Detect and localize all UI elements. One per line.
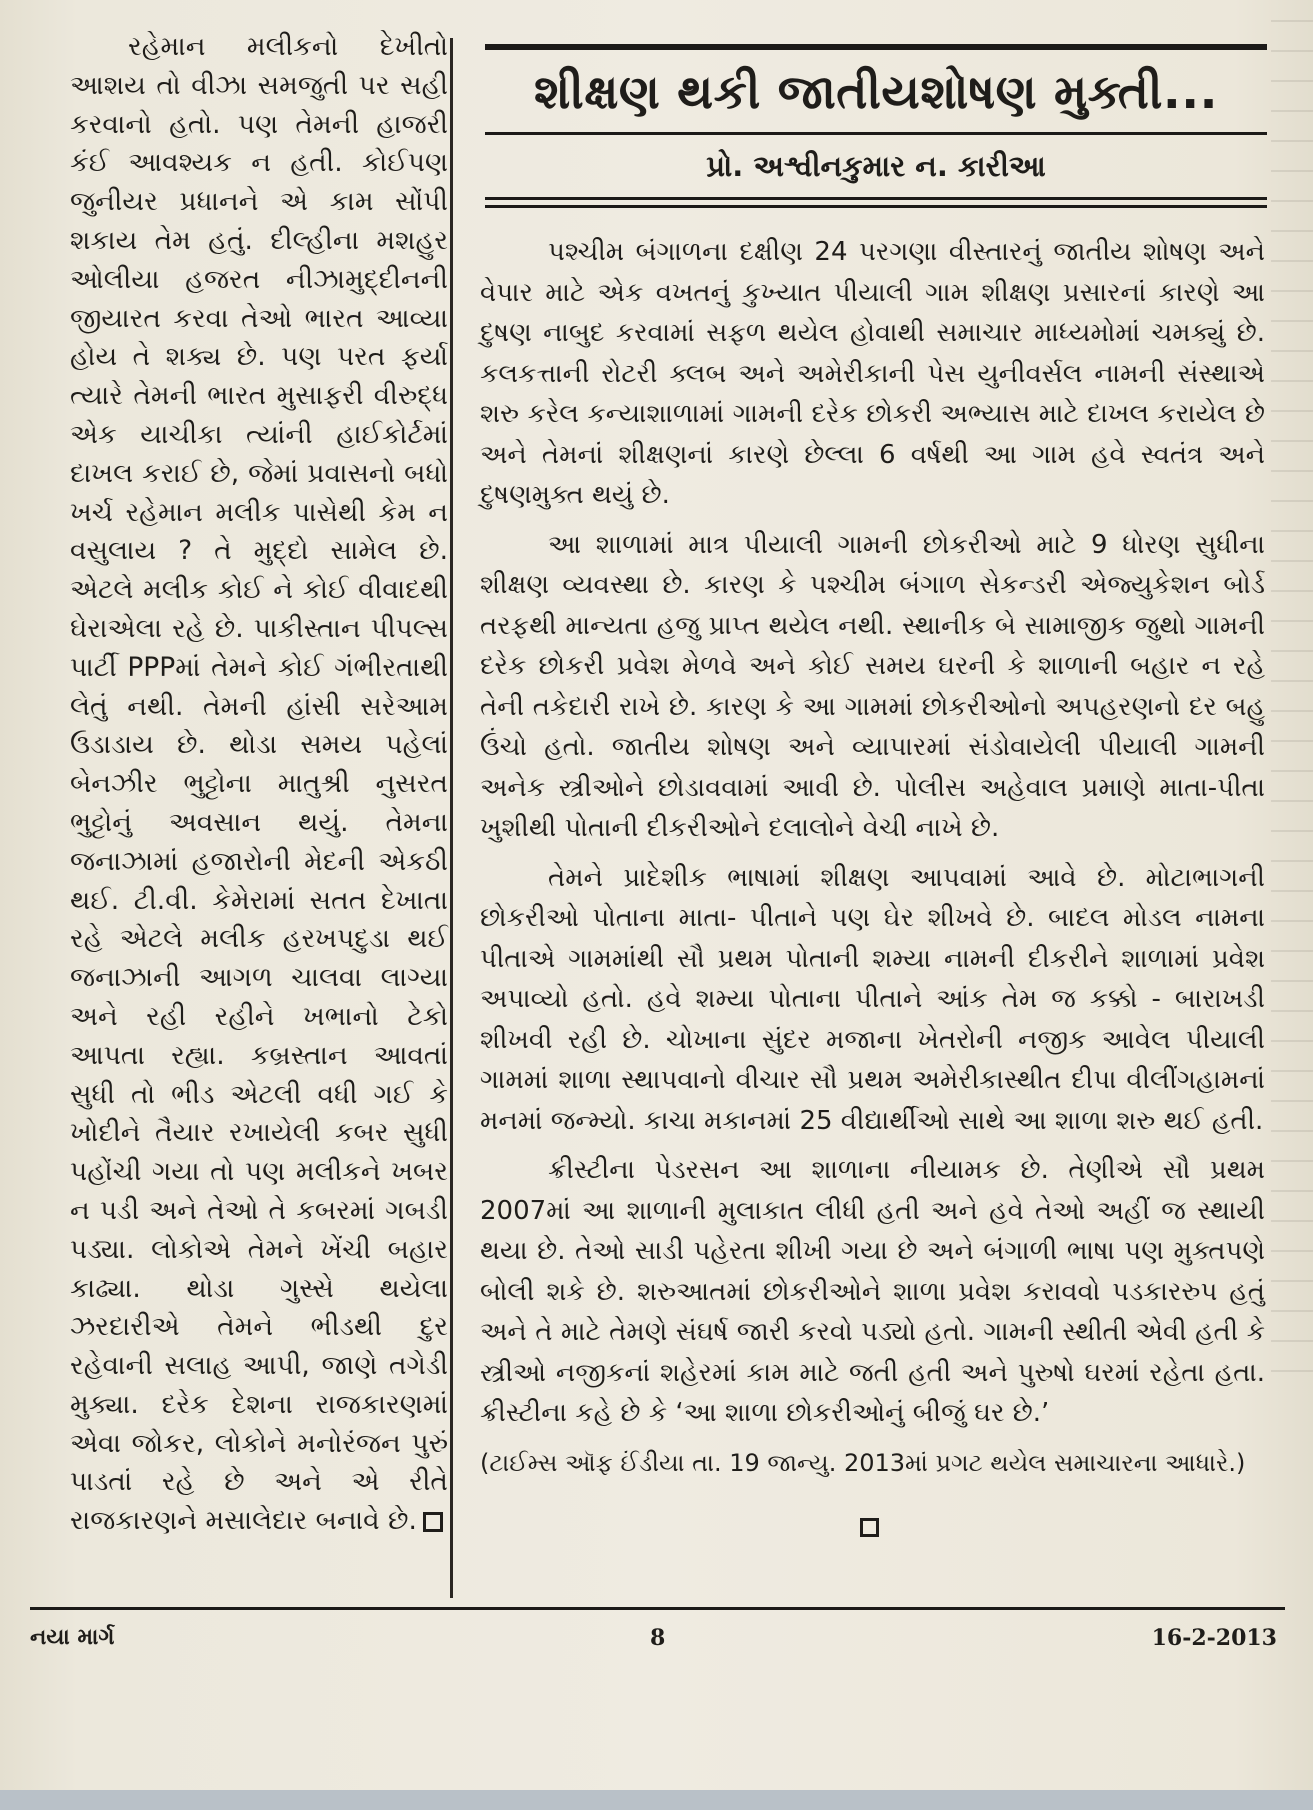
bleed-through-texture <box>1271 20 1313 1400</box>
column-divider <box>450 38 453 1598</box>
byline-rule-upper <box>485 197 1267 200</box>
left-column-text <box>70 28 448 1541</box>
publication-name: નયા માર્ગ <box>30 1625 115 1650</box>
source-note: (ટાઈમ્સ ઑફ ઈંડીયા તા. 19 જાન્યુ. 2013માં પ્રગટ થયેલ સમાચારના આધારે.) <box>480 1448 1246 1477</box>
footer-rule <box>30 1607 1285 1610</box>
end-of-article-mark <box>423 1512 443 1532</box>
author-byline: પ્રો. અશ્વીનકુમાર ન. કારીઆ <box>706 149 1046 183</box>
left-column <box>70 28 448 1541</box>
title-top-rule <box>485 44 1267 50</box>
issue-date: 16-2-2013 <box>1151 1625 1277 1651</box>
article-title: શીક્ષણ થકી જાતીયશોષણ મુક્તી... <box>534 65 1218 120</box>
title-bottom-rule <box>485 132 1267 135</box>
page-footer <box>30 1625 1285 1665</box>
article-paragraph-3: તેમને પ્રાદેશીક ભાષામાં શીક્ષણ આપવામાં આવે છે. મોટાભાગની છોકરીઓ પોતાના માતા- પીતાને પણ ઘેર શીખવે છે. બાદલ મોડલ નામના પીતાએ ગામમાંથી સૌ પ્રથમ પોતાની શમ્યા નામની દીકરીને શાળામાં પ્રવેશ અપાવ્યો હતો. હવે શમ્યા પોતાના પીતાને આંક તેમ જ કક્કો - બારાખડી શીખવી રહી છે. ચોખાના સુંદર મજાના ખેતરોની નજીક આવેલ પીયાલી ગામમાં શાળા સ્થાપવાનો વીચાર સૌ પ્રથમ અમેરીકાસ્થીત દીપા વીલીંગહામનાં મનમાં જન્મ્યો. કાચા મકાનમાં 25 વીદ્યાર્થીઓ સાથે આ શાળા શરુ થઈ હતી. <box>480 862 1265 1136</box>
page-number: 8 <box>650 1625 666 1651</box>
article-paragraph-1: પશ્ચીમ બંગાળના દક્ષીણ 24 પરગણા વીસ્તારનું જાતીય શોષણ અને વેપાર માટે એક વખતનું કુખ્યાત પીયાલી ગામ શીક્ષણ પ્રસારનાં કારણે આ દુષણ નાબુદ કરવામાં સફળ થયેલ હોવાથી સમાચાર માધ્યમોમાં ચમક્યું છે. કલકત્તાની રોટરી ક્લબ અને અમેરીકાની પેસ યુનીવર્સલ નામની સંસ્થાએ શરુ કરેલ કન્યાશાળામાં ગામની દરેક છોકરી અભ્યાસ માટે દાખલ કરાયેલ છે અને તેમનાં શીક્ષણનાં કારણે છેલ્લા 6 વર્ષથી આ ગામ હવે સ્વતંત્ર અને દુષણમુક્ત થયું છે. <box>480 237 1265 510</box>
article-end-mark <box>860 1518 879 1537</box>
article-body <box>480 232 1265 1492</box>
article-paragraph-2: આ શાળામાં માત્ર પીયાલી ગામની છોકરીઓ માટે 9 ધોરણ સુધીના શીક્ષણ વ્યવસ્થા છે. કારણ કે પશ્ચીમ બંગાળ સેકન્ડરી એજ્યુકેશન બોર્ડ તરફથી માન્યતા હજુ પ્રાપ્ત થયેલ નથી. સ્થાનીક બે સામાજીક જુથો ગામની દરેક છોકરી પ્રવેશ મેળવે અને કોઈ સમય ઘરની કે શાળાની બહાર ન રહે તેની તકેદારી રાખે છે. કારણ કે આ ગામમાં છોકરીઓનો અપહરણનો દર બહુ ઉંચો હતો. જાતીય શોષણ અને વ્યાપારમાં સંડોવાયેલી પીયાલી ગામની અનેક સ્ત્રીઓને છોડાવવામાં આવી છે. પોલીસ અહેવાલ પ્રમાણે માતા-પીતા ખુશીથી પોતાની દીકરીઓને દલાલોને વેચી નાખે છે. <box>480 529 1265 843</box>
article-paragraph-4: ક્રીસ્ટીના પેડરસન આ શાળાના નીયામક છે. તેણીએ સૌ પ્રથમ 2007માં આ શાળાની મુલાકાત લીધી હતી અને હવે તેઓ અહીં જ સ્થાયી થયા છે. તેઓ સાડી પહેરતા શીખી ગયા છે અને બંગાળી ભાષા પણ મુક્તપણે બોલી શકે છે. શરુઆતમાં છોકરીઓને શાળા પ્રવેશ કરાવવો પડકારરુપ હતું અને તે માટે તેમણે સંઘર્ષ જારી કરવો પડ્યો હતો. ગામની સ્થીતી એવી હતી કે સ્ત્રીઓ નજીકનાં શહેરમાં કામ માટે જતી હતી અને પુરુષો ઘરમાં રહેતા હતા. ક્રીસ્ટીના કહે છે કે ‘આ શાળા છોકરીઓનું બીજું ઘર છે.’ <box>480 1155 1265 1428</box>
byline-rule-lower <box>485 205 1267 208</box>
left-column-paragraph: રહેમાન મલીકનો દેખીતો આશય તો વીઝા સમજુતી પર સહી કરવાનો હતો. પણ તેમની હાજરી કંઈ આવશ્યક ન હતી. કોઈપણ જુનીયર પ્રધાનને એ કામ સોંપી શકાય તેમ હતું. દીલ્હીના મશહુર ઓલીયા હજરત નીઝામુદ્દીનની જીયારત કરવા તેઓ ભારત આવ્યા હોય તે શક્ય છે. પણ પરત ફર્યા ત્યારે તેમની ભારત મુસાફરી વીરુદ્ધ એક યાચીકા ત્યાંની હાઈકોર્ટમાં દાખલ કરાઈ છે, જેમાં પ્રવાસનો બધો ખર્ચ રહેમાન મલીક પાસેથી કેમ ન વસુલાય ? તે મુદ્દો સામેલ છે. એટલે મલીક કોઈ ને કોઈ વીવાદથી ઘેરાએલા રહે છે. પાકીસ્તાન પીપલ્સ પાર્ટી PPPમાં તેમને કોઈ ગંભીરતાથી લેતું નથી. તેમની હાંસી સરેઆમ ઉડાડાય છે. થોડા સમય પહેલાં બેનઝીર ભુટ્ટોના માતુશ્રી નુસરત ભુટ્ટોનું અવસાન થયું. તેમના જનાઝામાં હજારોની મેદની એકઠી થઈ. ટી.વી. કેમેરામાં સતત દેખાતા રહે એટલે મલીક હરખપદુડા થઈ જનાઝાની આગળ ચાલવા લાગ્યા અને રહી રહીને ખભાનો ટેકો આપતા રહ્યા. કબ્રસ્તાન આવતાં સુધી તો ભીડ એટલી વધી ગઈ કે ખોદીને તૈયાર રખાયેલી કબર સુધી પહોંચી ગયા તો પણ મલીકને ખબર ન પડી અને તેઓ તે કબરમાં ગબડી પડ્યા. લોકોએ તેમને ખેંચી બહાર કાઢ્યા. થોડા ગુસ્સે થયેલા ઝરદારીએ તેમને ભીડથી દુર રહેવાની સલાહ આપી, જાણે તગેડી મુક્યા. દરેક દેશના રાજકારણમાં એવા જોકર, લોકોને મનોરંજન પુરું પાડતાં રહે છે અને એ રીતે રાજકારણને મસાલેદાર બનાવે છે. <box>70 31 448 1537</box>
scan-edge-band <box>0 1790 1313 1810</box>
